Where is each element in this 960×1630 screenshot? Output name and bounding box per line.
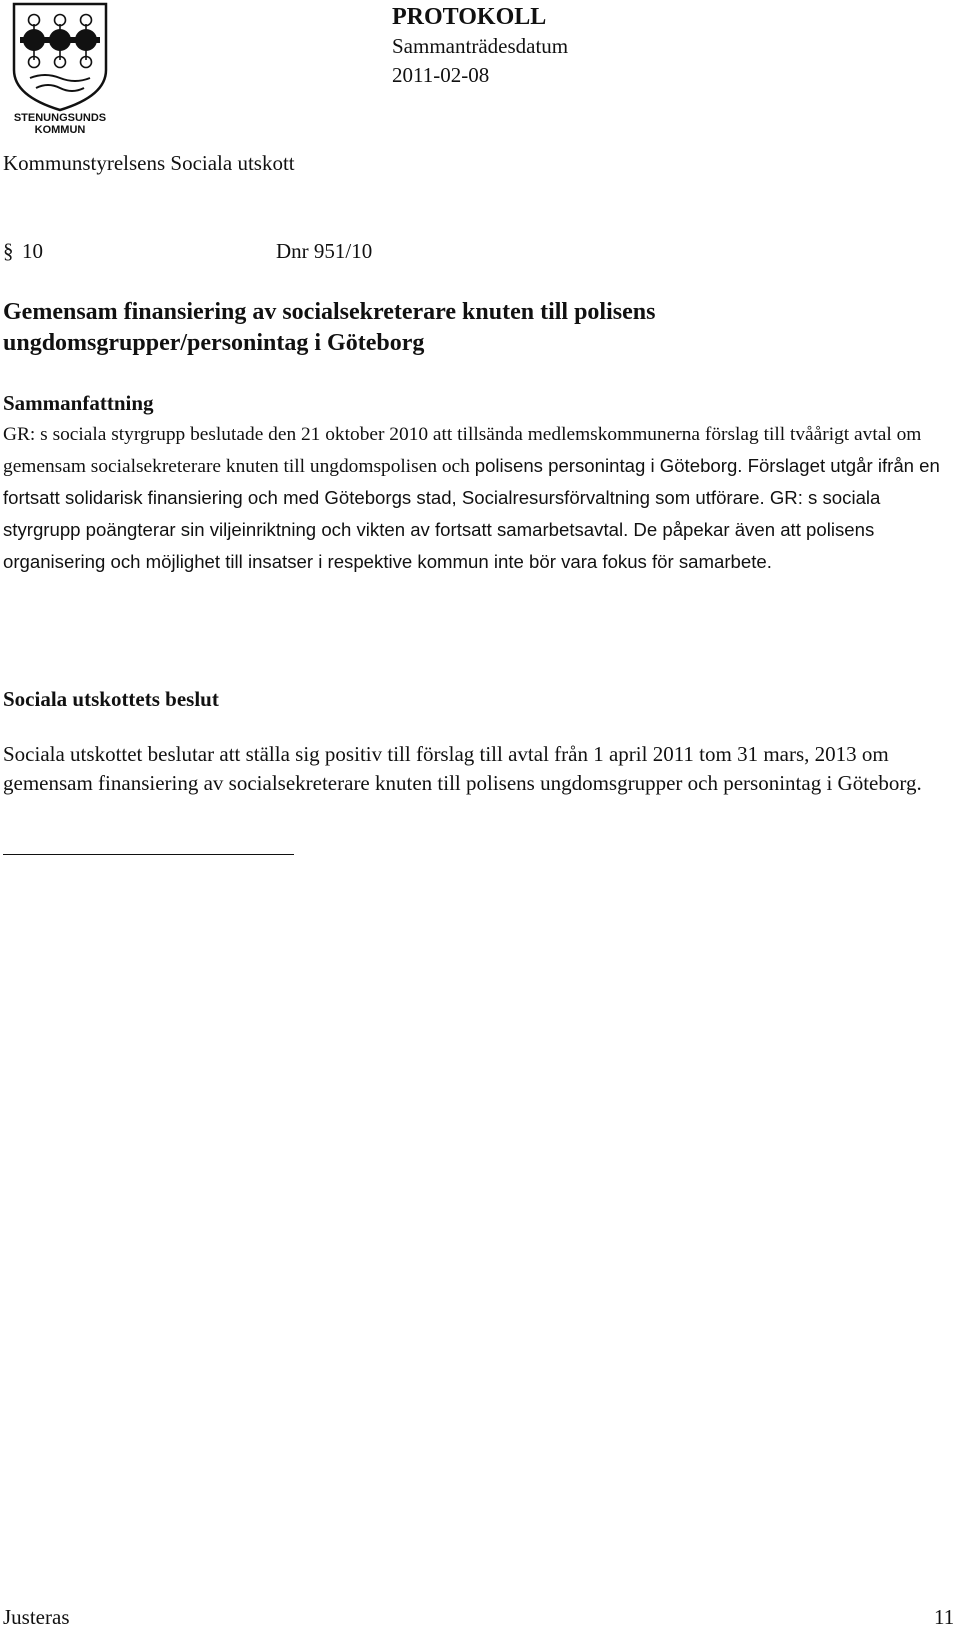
case-reference: Dnr 951/10 [276, 239, 373, 263]
decision-heading: Sociala utskottets beslut [3, 687, 219, 711]
coat-of-arms-icon [0, 0, 124, 136]
section-number: 10 [22, 239, 43, 263]
decision-text: Sociala utskottet beslutar att ställa sig positiv till förslag till avtal från 1 april 2011 tom 31 mars, 2013 om gemensam finansiering av socialsekreterare knuten till polisens ungdomsgrupper och personintag i Göteborg. [3, 742, 922, 795]
summary-heading: Sammanfattning [3, 391, 154, 415]
summary-text-part-1: GR: s sociala styrgrupp beslutade den 21 oktober 2010 att tillsända medlemskommunerna förslag till tvåårigt avtal om gemensam socialsekreterare knuten till ungdomspolisen och [3, 424, 922, 477]
municipality-logo [0, 0, 124, 136]
summary-text [3, 419, 958, 578]
committee-name: Kommunstyrelsens Sociala utskott [3, 151, 295, 175]
meeting-date: 2011-02-08 [392, 63, 490, 87]
signature-rule [3, 854, 294, 855]
meeting-date-label: Sammanträdesdatum [392, 34, 569, 58]
case-title: Gemensam finansiering av socialsekreterare knuten till polisens ungdomsgrupper/personintag i Göteborg [3, 299, 656, 356]
svg-text:KOMMUN: KOMMUN [34, 124, 86, 136]
section-symbol: § [3, 239, 14, 263]
document-type-title: PROTOKOLL [392, 4, 547, 30]
summary-text-part-2: polisens personintag i Göteborg. Förslaget utgår ifrån en fortsatt solidarisk finansiering och med Göteborgs stad, Socialresursförvaltning som utförare. GR: s sociala styrgrupp poängterar sin viljeinriktning och vikten av fortsatt samarbetsavtal. De påpekar även att polisens organisering och möjlighet till insatser i respektive kommun inte bör vara fokus för samarbete. [3, 455, 940, 572]
page-number: 11 [934, 1605, 955, 1629]
svg-text:STENUNGSUNDS: STENUNGSUNDS [13, 112, 107, 124]
footer-justeras: Justeras [3, 1605, 70, 1629]
